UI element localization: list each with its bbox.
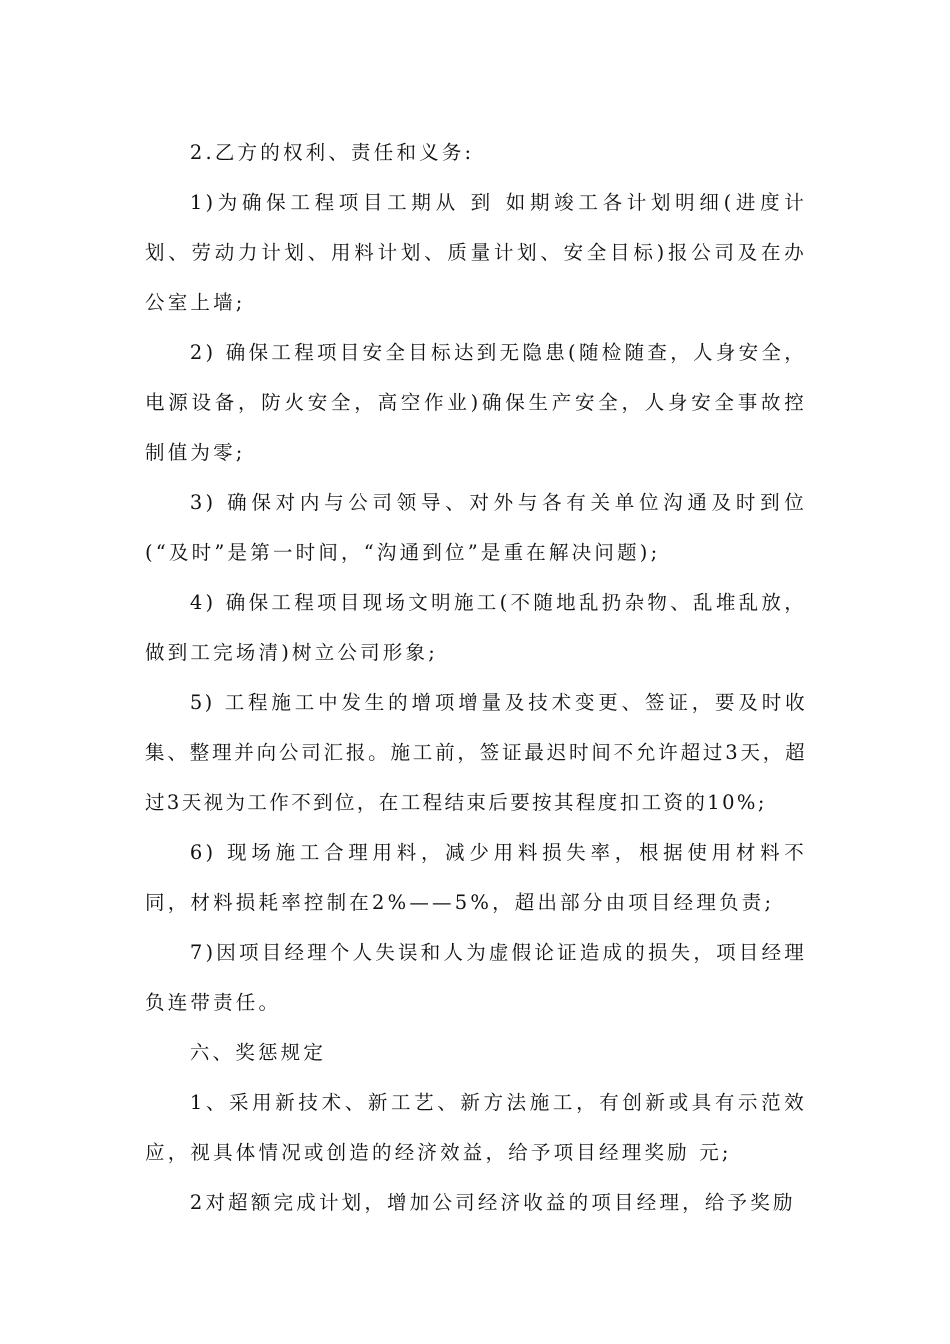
paragraph-reward-1: 1、采用新技术、新工艺、新方法施工，有创新或具有示范效应，视具体情况或创造的经济效益，给予项目经理奖励 元; [145,1091,807,1164]
paragraph-rewards-heading: 六、奖惩规定 [189,1041,327,1064]
paragraph-item-4: 4) 确保工程项目现场文明施工(不随地乱扔杂物、乱堆乱放，做到工完场清)树立公司形象; [145,591,807,664]
paragraph-reward-2: 2对超额完成计划，增加公司经济收益的项目经理，给予奖励 [189,1191,796,1214]
paragraph-section-heading: 2.乙方的权利、责任和义务: [189,141,475,164]
paragraph-item-3: 3) 确保对内与公司领导、对外与各有关单位沟通及时到位(“及时”是第一时间，“沟通到位”是重在解决问题); [145,491,807,564]
document-body [145,128,807,1228]
paragraph-item-1: 1)为确保工程项目工期从 到 如期竣工各计划明细(进度计划、劳动力计划、用料计划、质量计划、安全目标)报公司及在办公室上墙; [145,191,807,314]
paragraph-item-2: 2) 确保工程项目安全目标达到无隐患(随检随查，人身安全，电源设备，防火安全，高空作业)确保生产安全，人身安全事故控制值为零; [145,341,807,464]
paragraph-item-6: 6) 现场施工合理用料，减少用料损失率，根据使用材料不同，材料损耗率控制在2%——5%，超出部分由项目经理负责; [145,841,807,914]
paragraph-item-7: 7)因项目经理个人失误和人为虚假论证造成的损失，项目经理负连带责任。 [145,941,807,1014]
paragraph-item-5: 5) 工程施工中发生的增项增量及技术变更、签证，要及时收集、整理并向公司汇报。施工前，签证最迟时间不允许超过3天，超过3天视为工作不到位，在工程结束后要按其程度扣工资的10%; [145,691,807,814]
